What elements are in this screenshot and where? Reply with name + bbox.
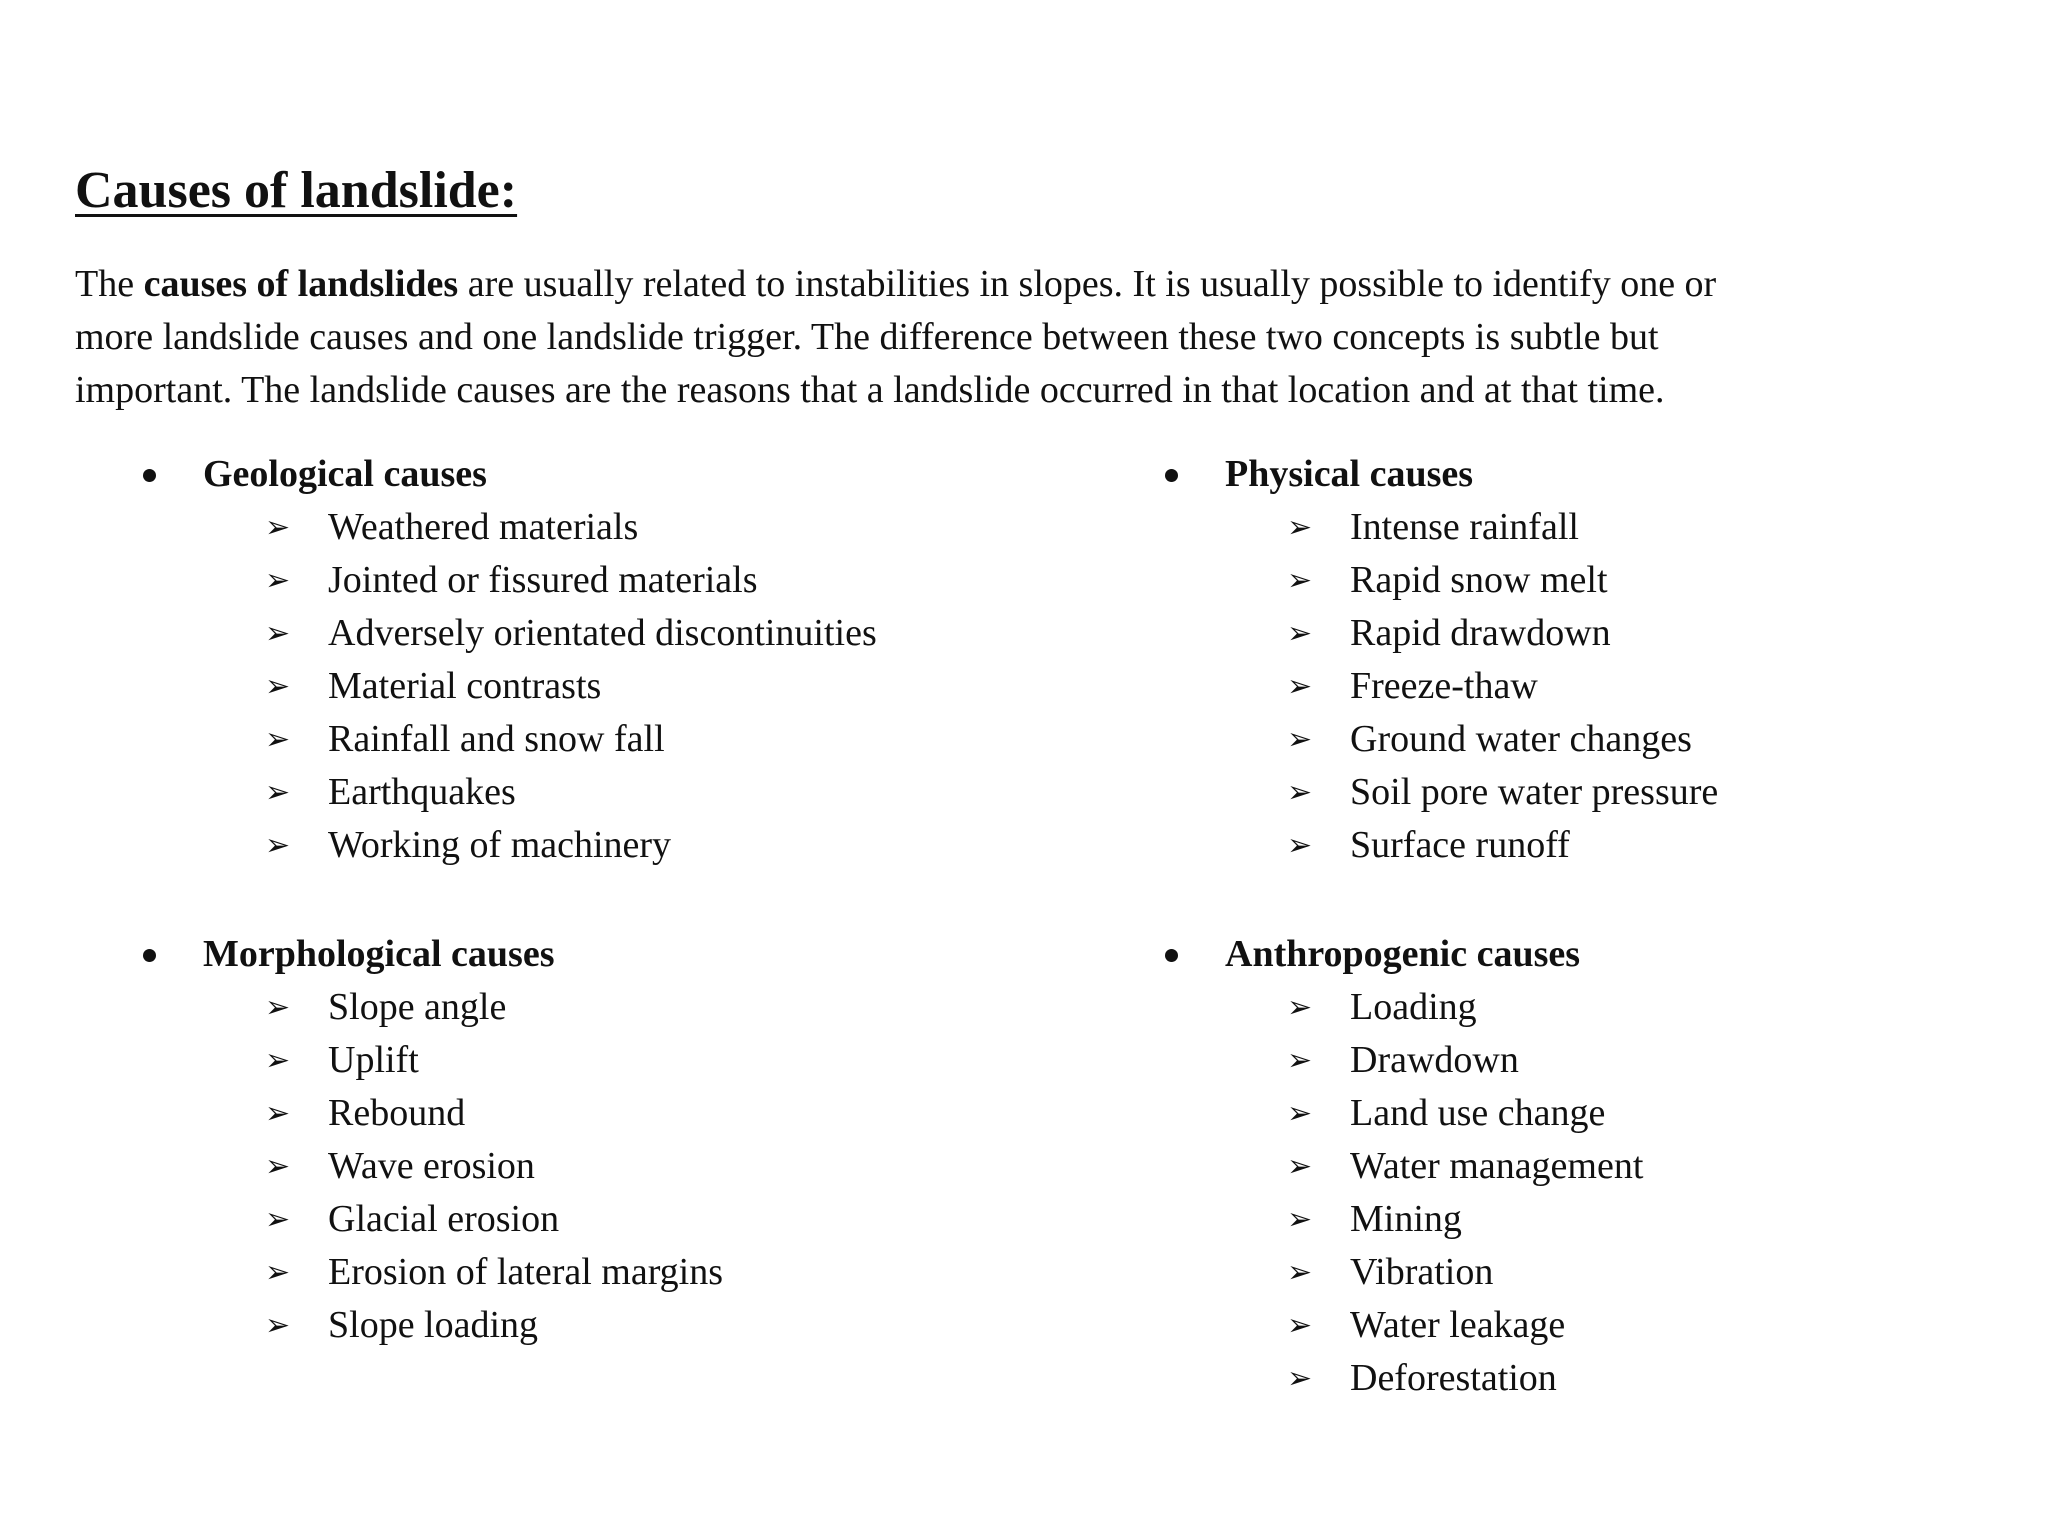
arrowhead-bullet-icon: ➢	[265, 616, 291, 651]
list-item-text: Material contrasts	[328, 665, 602, 707]
arrowhead-bullet-icon: ➢	[265, 1096, 291, 1131]
list-item-text: Rapid drawdown	[1350, 612, 1611, 654]
intro-line-1	[75, 258, 1975, 311]
arrowhead-bullet-icon: ➢	[265, 990, 291, 1025]
list-item-text: Freeze-thaw	[1350, 665, 1538, 707]
list-item-text: Glacial erosion	[328, 1198, 560, 1240]
arrowhead-bullet-icon: ➢	[265, 1043, 291, 1078]
arrowhead-bullet-icon: ➢	[265, 669, 291, 704]
arrowhead-bullet-icon: ➢	[1287, 775, 1313, 810]
intro-paragraph	[75, 258, 1975, 417]
list-item-text: Uplift	[328, 1039, 419, 1081]
arrowhead-bullet-icon: ➢	[1287, 1255, 1313, 1290]
group-heading-text: Anthropogenic causes	[1225, 933, 1581, 975]
arrowhead-bullet-icon: ➢	[265, 1149, 291, 1184]
arrowhead-bullet-icon: ➢	[265, 1255, 291, 1290]
list-item-text: Earthquakes	[328, 771, 516, 813]
arrowhead-bullet-icon: ➢	[265, 1308, 291, 1343]
arrowhead-bullet-icon: ➢	[1287, 1202, 1313, 1237]
arrowhead-bullet-icon: ➢	[1287, 669, 1313, 704]
list-item-text: Jointed or fissured materials	[328, 559, 758, 601]
list-item-text: Intense rainfall	[1350, 506, 1579, 548]
list-item-text: Rainfall and snow fall	[328, 718, 665, 760]
arrowhead-bullet-icon: ➢	[1287, 616, 1313, 651]
list-item-text: Surface runoff	[1350, 824, 1570, 866]
list-item-text: Adversely orientated discontinuities	[328, 612, 877, 654]
page-title: Causes of landslide:	[75, 162, 518, 219]
arrowhead-bullet-icon: ➢	[1287, 510, 1313, 545]
arrowhead-bullet-icon: ➢	[265, 722, 291, 757]
list-item-text: Vibration	[1350, 1251, 1494, 1293]
arrowhead-bullet-icon: ➢	[1287, 1096, 1313, 1131]
arrowhead-bullet-icon: ➢	[1287, 1308, 1313, 1343]
group-heading-text: Physical causes	[1225, 453, 1474, 495]
arrowhead-bullet-icon: ➢	[265, 563, 291, 598]
list-item-text: Mining	[1350, 1198, 1462, 1240]
group-heading-text: Geological causes	[203, 453, 487, 495]
list-item-text: Slope angle	[328, 986, 507, 1028]
group-heading-text: Morphological causes	[203, 933, 555, 975]
list-item-text: Drawdown	[1350, 1039, 1519, 1081]
arrowhead-bullet-icon: ➢	[1287, 1043, 1313, 1078]
list-item-text: Water leakage	[1350, 1304, 1566, 1346]
list-item-text: Erosion of lateral margins	[328, 1251, 724, 1293]
arrowhead-bullet-icon: ➢	[1287, 1361, 1313, 1396]
list-item-text: Loading	[1350, 986, 1477, 1028]
arrowhead-bullet-icon: ➢	[1287, 828, 1313, 863]
list-item-text: Ground water changes	[1350, 718, 1692, 760]
arrowhead-bullet-icon: ➢	[265, 828, 291, 863]
arrowhead-bullet-icon: ➢	[1287, 990, 1313, 1025]
list-item-text: Slope loading	[328, 1304, 539, 1346]
arrowhead-bullet-icon: ➢	[1287, 563, 1313, 598]
list-item-text: Wave erosion	[328, 1145, 535, 1187]
list-item-text: Weathered materials	[328, 506, 639, 548]
list-item-text: Working of machinery	[328, 824, 672, 866]
intro-line-1-end: are usually related to instabilities in slopes. It is usually possible to identify one or	[458, 263, 1717, 305]
arrowhead-bullet-icon: ➢	[1287, 722, 1313, 757]
intro-line-3: important. The landslide causes are the reasons that a landslide occurred in that location and at that time.	[75, 369, 1665, 411]
intro-bold-term: causes of landslides	[143, 263, 459, 305]
arrowhead-bullet-icon: ➢	[265, 775, 291, 810]
list-item-text: Soil pore water pressure	[1350, 771, 1719, 813]
list-item-text: Land use change	[1350, 1092, 1606, 1134]
arrowhead-bullet-icon: ➢	[265, 510, 291, 545]
arrowhead-bullet-icon: ➢	[265, 1202, 291, 1237]
arrowhead-bullet-icon: ➢	[1287, 1149, 1313, 1184]
list-item-text: Deforestation	[1350, 1357, 1557, 1399]
list-item-text: Rapid snow melt	[1350, 559, 1608, 601]
list-item-text: Water management	[1350, 1145, 1644, 1187]
intro-line-1-start: The	[75, 263, 144, 305]
intro-line-2: more landslide causes and one landslide trigger. The difference between these two concepts is subtle but	[75, 316, 1659, 358]
list-item-text: Rebound	[328, 1092, 466, 1134]
